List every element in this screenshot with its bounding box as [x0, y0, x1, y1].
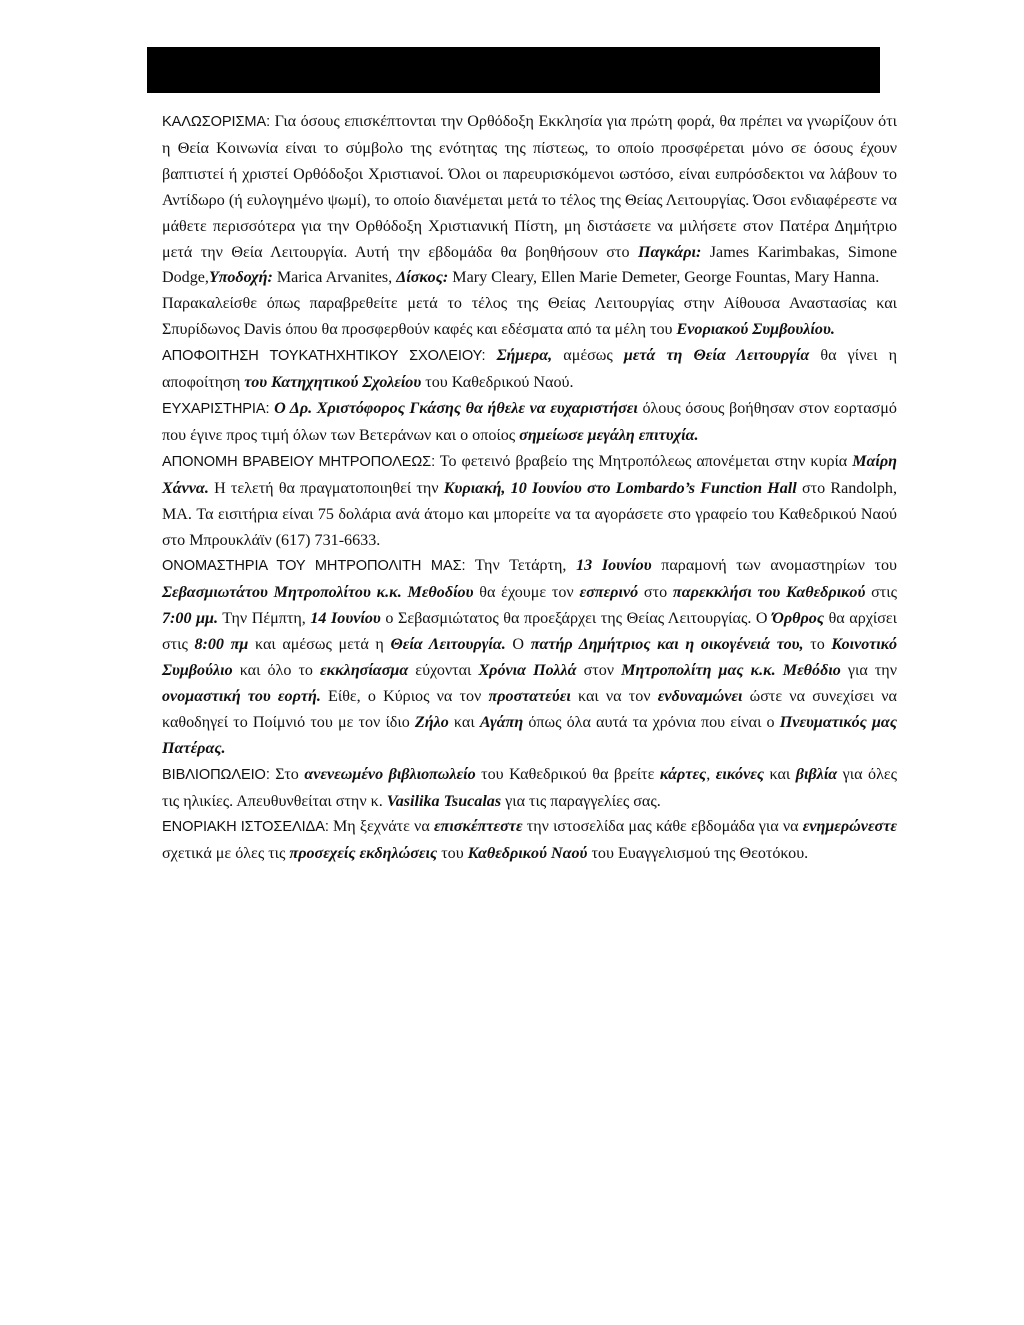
emphasis-span: 14 Ιουνίου — [310, 610, 381, 628]
emphasis-span: Θεία Λειτουργία. — [390, 636, 506, 654]
bulletin-content — [162, 109, 897, 867]
emphasis-span: Ο Δρ. Χριστόφορος Γκάσης θα ήθελε να ευχαριστήσει — [274, 399, 638, 417]
emphasis-span: 8:00 πμ — [194, 636, 249, 654]
text-span: το — [803, 636, 832, 654]
emphasis-span: εκκλησίασμα — [320, 662, 409, 680]
emphasis-span: Ενοριακού Συμβουλίου. — [676, 321, 835, 339]
text-span: σχετικά με όλες τις — [162, 845, 290, 863]
bookstore-heading: ΒΙΒΛΙΟΠΩΛΕΙΟ: — [162, 766, 270, 783]
coffee-paragraph — [162, 291, 897, 343]
emphasis-span: Όρθρος — [772, 610, 825, 628]
emphasis-span: επισκέπτεστε — [433, 818, 523, 836]
text-span: εύχονται — [408, 662, 479, 680]
emphasis-span: Χρόνια Πολλά — [478, 662, 577, 680]
text-span: του — [437, 845, 468, 863]
bookstore-paragraph — [162, 762, 897, 815]
text-span: James Karimbakas, Simone Dodge, — [162, 243, 897, 287]
emphasis-span: ονομαστική του εορτή. — [162, 687, 321, 705]
text-span: ώστε να συνεχίσει να καθοδηγεί το Ποίμνιό του με τον ίδιο — [162, 687, 897, 731]
emphasis-span: εσπερινό — [579, 584, 639, 602]
emphasis-span: του Κατηχητικού Σχολείου — [244, 374, 422, 392]
emphasis-span: πατήρ Δημήτριος και η οικογένειά του, — [530, 636, 804, 654]
emphasis-span: Vasilika Tsucalas — [386, 792, 502, 810]
text-span: για όλες τις ηλικίες. Απευθυνθείται στην κ. — [162, 765, 898, 810]
text-span: , — [706, 765, 716, 783]
emphasis-span: Πνευματικός μας Πατέρας. — [162, 713, 898, 757]
text-span: όλους όσους βοήθησαν στον εορτασμό που έγινε προς τιμή όλων των Βετεράνων και ο οποίος — [162, 399, 897, 444]
emphasis-span: Μητροπολίτη μας κ.κ. Μεθόδιο — [621, 662, 841, 680]
thanks-heading: ΕΥΧΑΡΙΣΤΗΡΙΑ: — [162, 400, 270, 417]
emphasis-span: Σήμερα, — [496, 347, 553, 365]
text-span: στο Randolph, MA. Τα εισιτήρια είναι 75 δολάρια ανά άτομο και μπορείτε να τα αγοράσετε στο γραφείο του Καθεδρικού Ναού στο Μπρουκλάϊν (617) 731-6633. — [162, 479, 897, 549]
website-paragraph — [162, 814, 897, 867]
nameday-heading: ΟΝΟΜΑΣΤΗΡΙΑ ΤΟΥ ΜΗΤΡΟΠΟΛΙΤΗ ΜΑΣ: — [162, 558, 466, 575]
text-span: Την Πέμπτη, — [218, 610, 311, 628]
text-span: και να τον — [570, 687, 658, 705]
emphasis-span: Αγάπη — [479, 713, 524, 731]
text-span: ο Σεβασμιώτατος θα προεξάρχει της Θείας Λειτουργίας. Ο — [380, 610, 773, 628]
graduation-paragraph — [162, 343, 897, 396]
emphasis-span: Καθεδρικού Ναού — [467, 845, 588, 863]
text-span: Mary Cleary, Ellen Marie Demeter, George Fountas, Mary Hanna. — [448, 269, 880, 287]
text-span — [485, 347, 496, 364]
text-span: και — [764, 765, 796, 783]
text-span: Μη ξεχνάτε να — [328, 818, 434, 836]
welcome-paragraph — [162, 109, 897, 291]
text-span: για την — [840, 662, 897, 680]
text-span: Το φετεινό βραβείο της Μητροπόλεως απονέμεται στην κυρία — [435, 452, 853, 470]
text-span: και — [448, 713, 480, 731]
emphasis-span: Κοινοτικό Συμβούλιο — [162, 636, 897, 680]
text-span: θα γίνει η αποφοίτηση — [162, 347, 897, 392]
award-paragraph — [162, 449, 897, 554]
text-span: αμέσως — [552, 347, 624, 365]
text-span: του Ευαγγελισμού της Θεοτόκου. — [587, 845, 809, 863]
emphasis-span: Παγκάρι: — [637, 243, 702, 261]
emphasis-span: 7:00 μμ. — [162, 610, 218, 628]
welcome-heading: ΚΑΛΩΣΟΡΙΣΜΑ: — [162, 114, 271, 130]
emphasis-span: προστατεύει — [488, 687, 571, 705]
nameday-paragraph — [162, 553, 897, 761]
text-span: θα αρχίσει στις — [162, 610, 898, 654]
text-span: την ιστοσελίδα μας κάθε εβδομάδα για να — [522, 818, 803, 836]
text-span: Την Τετάρτη, — [465, 557, 577, 575]
emphasis-span: ενημερώνεστε — [802, 818, 897, 836]
text-span: του Καθεδρικού Ναού. — [421, 374, 574, 392]
text-span: στον — [576, 662, 622, 680]
text-span: και αμέσως μετά η — [248, 636, 391, 654]
text-span: στις — [865, 584, 897, 602]
emphasis-span: προσεχείς εκδηλώσεις — [289, 845, 438, 863]
emphasis-span: εικόνες — [715, 765, 765, 783]
thanks-paragraph — [162, 396, 897, 449]
text-span: Στο — [269, 765, 305, 783]
emphasis-span: Υποδοχή: — [208, 269, 273, 287]
award-heading: ΑΠΟΝΟΜΗ ΒΡΑΒΕΙΟΥ ΜΗΤΡΟΠΟΛΕΩΣ: — [162, 453, 436, 470]
text-span: όπως όλα αυτά τα χρόνια που είναι ο — [523, 713, 780, 731]
text-span: Marica Arvanites, — [272, 269, 397, 287]
emphasis-span: ανενεωμένο βιβλιοπωλείο — [304, 765, 476, 783]
emphasis-span: 13 Ιουνίου — [576, 557, 652, 575]
text-span: και όλο το — [232, 662, 321, 680]
text-span: στο — [638, 584, 673, 602]
emphasis-span: βιβλία — [795, 765, 838, 783]
text-span: του Καθεδρικού θα βρείτε — [475, 765, 660, 783]
text-span: παραμονή των ανομαστηρίων του — [651, 557, 897, 575]
text-span: Είθε, ο Κύριος να τον — [320, 687, 489, 705]
graduation-heading: ΑΠΟΦΟΙΤΗΣΗ ΤΟΥΚΑΤΗΧΗΤΙΚΟΥ ΣΧΟΛΕΙΟΥ: — [162, 348, 486, 365]
text-span: για τις παραγγελίες σας. — [501, 792, 661, 810]
text-span: Για όσους επισκέπτονται την Ορθόδοξη Εκκλησία για πρώτη φορά, θα πρέπει να γνωρίζουν ότι η Θεία Κοινωνία είναι το σύμβολο της ενότητας της πίστεως, το οποίο προσφέρεται μόνο σε όσους έχουν βαπτιστεί ή χριστεί Ορθόδοξοι Χριστιανοί. Όλοι οι παρευρισκόμενοι ωστόσο, είναι ευπρόσδεκτοι να λάβουν το Αντίδωρο (ή ευλογημένο ψωμί), το οποίο διανέμεται μετά το τέλος της Θείας Λειτουργίας. Όσοι ενδιαφέρεστε να μάθετε περισσότερα για την Ορθόδοξη Χριστιανική Πίστη, μη διστάσετε να μιλήσετε στον Πατέρα Δημήτριο μετά την Θεία Λειτουργία. Αυτή την εβδομάδα θα βοηθήσουν στο — [162, 113, 897, 261]
text-span: Ο — [505, 636, 531, 654]
emphasis-span: Μαίρη Χάννα. — [162, 452, 898, 497]
emphasis-span: Δίσκος: — [396, 269, 449, 287]
emphasis-span: Σεβασμιωτάτου Μητροπολίτου κ.κ. Μεθοδίου — [162, 584, 474, 602]
emphasis-span: Κυριακή, 10 Ιουνίου στο Lombardo’s Function Hall — [443, 479, 797, 497]
text-span: Παρακαλείσθε όπως παραβρεθείτε μετά το τέλος της Θείας Λειτουργίας στην Αίθουσα Αναστασίας και Σπυρίδωνος Davis όπου θα προσφερθούν καφές και εδέσματα από τα μέλη του — [162, 295, 897, 339]
website-heading: ΕΝΟΡΙΑΚΗ ΙΣΤΟΣΕΛΙΔΑ: — [162, 819, 329, 836]
emphasis-span: ενδυναμώνει — [657, 687, 743, 705]
emphasis-span: μετά τη Θεία Λειτουργία — [623, 347, 810, 365]
emphasis-span: σημείωσε μεγάλη επιτυχία. — [519, 426, 699, 444]
header-bar — [147, 47, 880, 93]
text-span: Η τελετή θα πραγματοποιηθεί την — [208, 479, 444, 497]
emphasis-span: κάρτες — [659, 765, 707, 783]
emphasis-span: παρεκκλήσι του Καθεδρικού — [672, 584, 866, 602]
text-span: θα έχουμε τον — [473, 584, 580, 602]
emphasis-span: Ζήλο — [414, 713, 449, 731]
